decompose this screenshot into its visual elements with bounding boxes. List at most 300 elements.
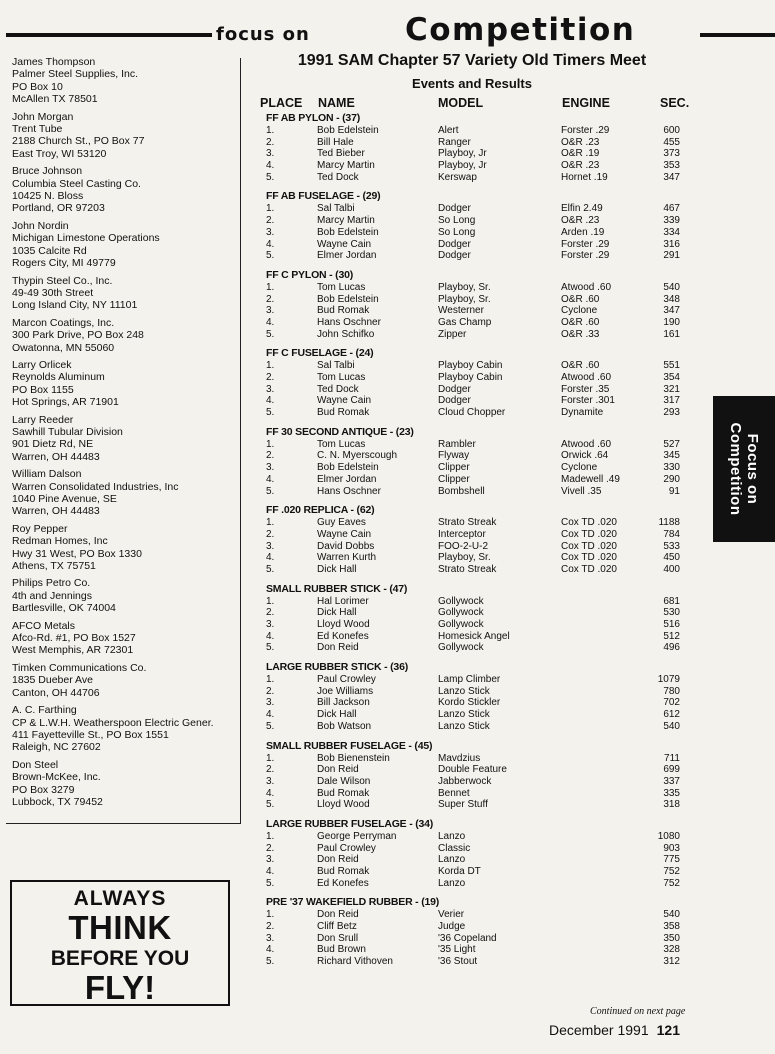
result-model: Lanzo [438,854,466,866]
sponsor-line: PO Box 10 [12,80,63,93]
result-row [0,360,775,372]
result-model: Jabberwock [438,775,492,787]
event-title: FF C PYLON - (30) [266,268,354,281]
result-model: Dodger [438,203,471,215]
result-model: Double Feature [438,764,507,776]
result-row [0,831,775,843]
sponsor-line: Marcon Coatings, Inc. [12,316,115,329]
event-block [0,661,775,732]
result-seconds: 527 [663,438,680,450]
result-name: Dick Hall [317,709,357,721]
result-engine: O&R .23 [561,215,600,227]
result-model: Alert [438,125,459,136]
result-row [0,596,775,608]
result-row [0,329,775,341]
result-name: Warren Kurth [317,552,377,564]
result-engine: Forster .29 [561,238,610,250]
result-seconds: 348 [663,293,680,305]
result-place: 3. [266,854,275,866]
result-name: David Dobbs [317,540,375,552]
sponsor-line: 4th and Jennings [12,589,92,602]
result-seconds: 317 [663,395,680,407]
result-row [0,866,775,878]
result-name: Elmer Jordan [317,473,377,485]
result-row [0,843,775,855]
event-block [0,818,775,889]
result-name: Dale Wilson [317,775,371,787]
result-seconds: 530 [663,607,680,619]
result-row [0,250,775,262]
header-engine: ENGINE [562,96,610,110]
result-engine: Cox TD .020 [561,540,617,552]
sponsor-line: 1835 Dueber Ave [12,674,93,687]
result-name: Ted Dock [317,383,359,395]
event-title: SMALL RUBBER STICK - (47) [266,582,408,595]
result-row [0,317,775,329]
result-seconds: 91 [668,485,680,497]
result-model: Interceptor [438,528,486,540]
sponsor-line: Hwy 31 West, PO Box 1330 [12,547,142,560]
result-place: 3. [266,305,275,317]
result-name: Bob Edelstein [317,125,379,136]
result-row [0,686,775,698]
section-header [0,12,775,50]
result-place: 2. [266,921,275,933]
result-place: 2. [266,293,275,305]
result-seconds: 551 [663,360,680,372]
result-place: 4. [266,552,275,564]
result-name: Don Reid [317,854,359,866]
sponsor-line: Rogers City, MI 49779 [12,257,116,270]
result-place: 4. [266,473,275,485]
result-engine: Arden .19 [561,226,605,238]
result-place: 1. [266,909,275,921]
result-row [0,776,775,788]
result-model: Lanzo [438,877,466,889]
sponsor-line: Hot Springs, AR 71901 [12,396,119,409]
result-seconds: 540 [663,909,680,921]
result-place: 1. [266,517,275,529]
result-engine: Cyclone [561,462,598,474]
result-seconds: 540 [663,281,680,293]
header-focus-on: focus on [216,24,310,45]
result-seconds: 512 [663,630,680,642]
sponsor-line: Warren Consolidated Industries, Inc [12,480,179,493]
result-name: John Schifko [317,328,375,340]
result-model: Flyway [438,450,470,462]
result-name: Marcy Martin [317,160,375,172]
result-model: Rambler [438,438,476,450]
sponsor-line: Athens, TX 75751 [12,560,96,573]
sponsor-line: East Troy, WI 53120 [12,147,107,160]
result-place: 2. [266,607,275,619]
result-engine: Forster .35 [561,383,610,395]
result-place: 1. [266,752,275,764]
result-name: Ed Konefes [317,877,369,889]
slogan-line-4: FLY! [84,969,156,1006]
result-place: 1. [266,830,275,842]
result-seconds: 450 [663,552,680,564]
result-seconds: 540 [663,720,680,732]
event-title: LARGE RUBBER FUSELAGE - (34) [266,817,434,830]
result-engine: Atwood .60 [561,372,612,383]
result-name: Tom Lucas [317,438,366,450]
result-name: Don Reid [317,909,359,921]
result-model: Verier [438,909,465,921]
result-model: So Long [438,215,476,227]
result-name: Ted Bieber [317,148,365,160]
result-name: Richard Vithoven [317,956,393,968]
sponsor-line: 10425 N. Bloss [12,190,84,203]
side-tab-label: Focus on Competition [727,422,761,516]
result-engine: Madewell .49 [561,473,620,485]
result-row [0,529,775,541]
issue-date: December 1991 [549,1022,649,1038]
result-seconds: 752 [663,866,680,877]
sponsor-line: Sawhill Tubular Division [12,425,123,438]
result-model: Gollywock [438,642,484,654]
result-engine: Cox TD .020 [561,517,617,529]
sponsor-line: Trent Tube [12,123,63,136]
event-title: FF 30 SECOND ANTIQUE - (23) [266,425,414,438]
result-place: 5. [266,720,275,732]
result-seconds: 711 [664,752,680,764]
result-row [0,721,775,733]
sponsor-line: William Dalson [12,468,82,481]
result-seconds: 400 [663,563,680,575]
result-row [0,921,775,933]
event-block [0,347,775,418]
result-model: Bennet [438,787,470,799]
result-seconds: 752 [663,877,680,889]
sponsor-line: Bruce Johnson [12,165,83,178]
result-name: Hal Lorimer [317,595,369,607]
result-engine: Forster .301 [561,395,615,407]
result-model: Clipper [438,462,470,474]
result-model: Gas Champ [438,316,492,328]
result-place: 3. [266,462,275,474]
result-row [0,407,775,419]
sponsor-line: Don Steel [12,758,59,771]
result-seconds: 1079 [657,674,680,686]
result-name: Bill Hale [317,136,354,148]
result-seconds: 775 [663,854,680,866]
result-row [0,854,775,866]
result-name: Lloyd Wood [317,799,370,811]
result-row [0,564,775,576]
result-model: Dodger [438,238,471,250]
page-number: 121 [656,1022,680,1038]
result-row [0,227,775,239]
result-name: Cliff Betz [317,921,357,933]
result-place: 4. [266,630,275,642]
result-row [0,462,775,474]
result-name: Tom Lucas [317,281,366,293]
result-model: '36 Copeland [438,932,497,944]
result-seconds: 291 [663,250,680,262]
result-engine: Cox TD .020 [561,563,617,575]
event-title: LARGE RUBBER STICK - (36) [266,661,409,674]
result-seconds: 328 [663,944,680,956]
result-seconds: 339 [663,215,680,227]
result-name: Bob Bienenstein [317,752,390,764]
result-seconds: 1080 [657,830,680,842]
meet-title: 1991 SAM Chapter 57 Variety Old Timers Meet [297,52,647,69]
result-model: '35 Light [438,944,476,956]
result-model: Lamp Climber [438,674,501,686]
header-sec: SEC. [660,96,690,110]
result-model: Lanzo Stick [438,720,490,732]
result-seconds: 190 [663,316,680,328]
result-model: Westerner [438,305,484,317]
result-engine: Atwood .60 [561,281,612,293]
event-block [0,112,775,183]
result-model: Gollywock [438,595,484,607]
result-row [0,944,775,956]
sponsor-line: Bartlesville, OK 74004 [12,602,116,615]
result-row [0,799,775,811]
result-row [0,203,775,215]
sponsor-line: Columbia Steel Casting Co. [12,177,141,190]
result-row [0,294,775,306]
result-place: 3. [266,619,275,630]
result-name: Paul Crowley [317,674,376,686]
sponsor-line: Owatonna, MN 55060 [12,341,115,354]
result-model: Dodger [438,395,471,407]
result-place: 1. [266,281,275,293]
result-engine: Cox TD .020 [561,552,617,564]
result-seconds: 350 [663,932,680,944]
result-name: Sal Talbi [317,360,355,372]
sponsor-line: Philips Petro Co. [12,577,91,590]
header-name: NAME [318,96,355,110]
result-name: Bob Edelstein [317,293,379,305]
result-place: 2. [266,372,275,383]
result-name: Elmer Jordan [317,250,377,262]
continued-note: Continued on next page [590,1006,686,1017]
result-name: Bud Romak [317,407,370,419]
result-place: 4. [266,787,275,799]
result-place: 1. [266,438,275,450]
result-row [0,384,775,396]
result-model: Bombshell [438,485,485,497]
result-seconds: 290 [663,473,680,485]
result-engine: Cox TD .020 [561,528,617,540]
event-block [0,504,775,575]
sponsor-line: 901 Dietz Rd, NE [12,438,94,451]
result-row [0,148,775,160]
result-place: 1. [266,203,275,215]
result-place: 3. [266,540,275,552]
result-row [0,753,775,765]
result-row [0,305,775,317]
result-name: George Perryman [317,830,397,842]
result-name: Bud Brown [317,944,366,956]
result-model: Ranger [438,136,471,148]
result-name: Ed Konefes [317,630,369,642]
sponsor-line: 300 Park Drive, PO Box 248 [12,329,144,342]
section-side-tab [713,396,775,542]
header-rule-right [700,33,775,37]
result-place: 5. [266,250,275,262]
result-seconds: 784 [663,528,680,540]
result-name: Hans Oschner [317,485,381,497]
sponsor-line: McAllen TX 78501 [12,93,98,106]
result-name: Sal Talbi [317,203,355,215]
result-model: FOO-2-U-2 [438,540,488,552]
event-block [0,740,775,811]
result-row [0,674,775,686]
event-block [0,426,775,497]
event-title: PRE '37 WAKEFIELD RUBBER - (19) [266,896,440,909]
result-place: 3. [266,226,275,238]
result-model: Korda DT [438,866,481,877]
result-name: Paul Crowley [317,842,376,854]
result-row [0,474,775,486]
result-row [0,631,775,643]
result-model: Classic [438,842,471,854]
result-name: Tom Lucas [317,372,366,383]
result-name: Wayne Cain [317,238,372,250]
result-model: Kerswap [438,171,477,183]
result-engine: Forster .29 [561,125,610,136]
result-seconds: 612 [663,709,680,721]
result-place: 1. [266,360,275,372]
result-model: Kordo Stickler [438,697,501,709]
result-row [0,239,775,251]
result-seconds: 335 [663,787,680,799]
result-place: 5. [266,563,275,575]
sponsor-line: James Thompson [12,56,96,68]
result-seconds: 321 [663,383,680,395]
event-block [0,190,775,261]
result-model: Strato Streak [438,517,497,529]
result-seconds: 455 [663,136,680,148]
header-model: MODEL [438,96,484,110]
result-seconds: 699 [663,764,680,776]
event-title: FF .020 REPLICA - (62) [266,504,375,517]
result-place: 4. [266,316,275,328]
sponsor-line: 1040 Pine Avenue, SE [12,493,117,505]
result-row [0,372,775,384]
result-seconds: 702 [663,697,680,709]
header-rule-left [6,33,212,37]
result-name: Don Srull [317,932,359,944]
result-row [0,933,775,945]
result-engine: O&R .60 [561,316,600,328]
result-place: 5. [266,799,275,811]
result-place: 4. [266,866,275,877]
result-place: 2. [266,764,275,776]
result-seconds: 467 [663,203,680,215]
result-row [0,395,775,407]
result-row [0,125,775,137]
sponsor-line: John Nordin [12,219,69,232]
event-title: FF AB FUSELAGE - (29) [266,190,381,203]
result-seconds: 358 [663,921,680,933]
result-seconds: 1188 [658,517,680,529]
result-place: 1. [266,595,275,607]
sponsor-line: Portland, OR 97203 [12,202,105,215]
result-name: Don Reid [317,642,359,654]
result-place: 5. [266,485,275,497]
result-seconds: 347 [663,171,680,183]
result-row [0,541,775,553]
sponsor-line: Afco-Rd. #1, PO Box 1527 [12,632,136,645]
result-name: Ted Dock [317,171,359,183]
result-name: Wayne Cain [317,528,372,540]
page-footer [549,1022,680,1038]
result-seconds: 318 [663,799,680,811]
result-engine: Hornet .19 [561,171,608,183]
sponsor-line: Redman Homes, Inc [12,535,108,548]
result-name: Bud Romak [317,305,370,317]
result-place: 2. [266,685,275,697]
sponsor-line: Michigan Limestone Operations [12,232,160,245]
result-engine: Dynamite [561,407,604,419]
result-row [0,788,775,800]
result-place: 3. [266,775,275,787]
result-row [0,282,775,294]
result-name: Bill Jackson [317,697,370,709]
result-seconds: 334 [663,226,680,238]
slogan-line-3: BEFORE YOU [50,947,190,970]
result-row [0,878,775,890]
result-place: 2. [266,528,275,540]
result-row [0,619,775,631]
result-model: Playboy Cabin [438,372,503,383]
event-title: FF C FUSELAGE - (24) [266,347,374,360]
result-model: Homesick Angel [438,630,510,642]
result-model: Strato Streak [438,563,497,575]
result-row [0,137,775,149]
result-name: Bob Edelstein [317,226,379,238]
result-name: C. N. Myerscough [317,450,398,462]
meet-subtitle: Events and Results [412,76,532,91]
event-block [0,896,775,970]
result-place: 5. [266,407,275,419]
result-place: 3. [266,383,275,395]
result-row [0,160,775,172]
sponsor-line: PO Box 3279 [12,783,75,796]
result-place: 3. [266,697,275,709]
result-place: 1. [266,125,275,136]
sponsor-line: Larry Orlicek [12,358,72,371]
sponsor-line: 49-49 30th Street [12,286,94,299]
result-model: Super Stuff [438,799,488,811]
sponsor-line: 1035 Calcite Rd [12,244,87,257]
result-seconds: 337 [663,775,680,787]
result-model: Mavdzius [438,752,481,764]
result-place: 4. [266,160,275,172]
result-seconds: 780 [663,685,680,697]
sponsor-line: Roy Pepper [12,522,68,535]
result-seconds: 347 [663,305,680,317]
result-name: Don Reid [317,764,359,776]
result-engine: O&R .23 [561,136,600,148]
result-place: 5. [266,171,275,183]
sponsor-line: A. C. Farthing [12,704,77,717]
result-row [0,517,775,529]
result-row [0,450,775,462]
result-seconds: 600 [663,125,680,136]
result-seconds: 353 [663,160,680,172]
result-model: Dodger [438,383,471,395]
result-engine: O&R .33 [561,328,600,340]
result-engine: O&R .60 [561,293,600,305]
event-block [0,269,775,340]
result-engine: O&R .19 [561,148,600,160]
